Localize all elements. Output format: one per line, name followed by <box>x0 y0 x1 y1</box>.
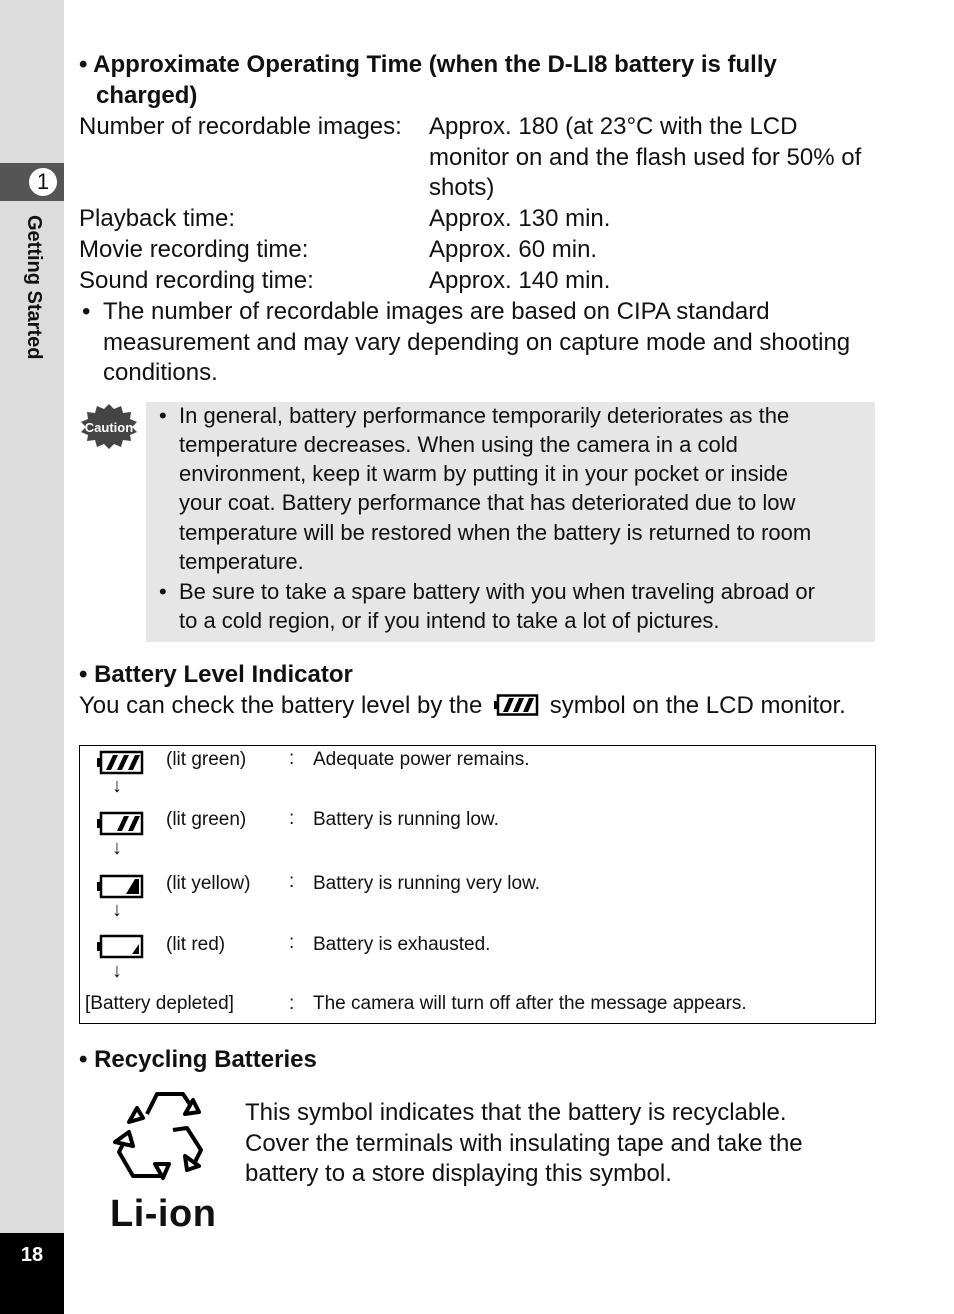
caution-text: Be sure to take a spare battery with you when traveling abroad or <box>179 579 815 604</box>
chapter-number: 1 <box>27 166 59 198</box>
caution-text: In general, battery performance temporarily deteriorates as the <box>179 403 790 428</box>
separator: : <box>289 871 295 892</box>
down-arrow-icon: ↓ <box>112 775 122 797</box>
page-number: 18 <box>20 1244 44 1266</box>
separator: : <box>289 808 295 829</box>
battery-status: (lit green) <box>166 749 247 770</box>
battery-two-thirds-icon <box>96 811 144 837</box>
note-text: conditions. <box>103 359 218 386</box>
note-text: measurement and may vary depending on capture mode and shooting <box>103 329 851 356</box>
recycling-heading: • Recycling Batteries <box>79 1046 317 1073</box>
spec-value: Approx. 140 min. <box>429 267 611 294</box>
battery-status: (lit yellow) <box>166 873 251 894</box>
spec-label: Playback time: <box>79 205 236 232</box>
battery-one-third-icon <box>96 874 144 900</box>
spec-label: Movie recording time: <box>79 236 309 263</box>
caution-text: your coat. Battery performance that has deteriorated due to low <box>179 490 796 515</box>
battery-status: (lit green) <box>166 809 247 830</box>
operating-time-heading-cont: charged) <box>96 82 198 109</box>
separator: : <box>289 993 295 1014</box>
battery-description: Battery is running low. <box>313 809 499 830</box>
bullet: • <box>159 403 167 428</box>
spec-value: Approx. 130 min. <box>429 205 611 232</box>
separator: : <box>289 748 295 769</box>
spec-label: Number of recordable images: <box>79 113 402 140</box>
down-arrow-icon: ↓ <box>112 837 122 859</box>
caution-text: temperature will be restored when the battery is returned to room <box>179 520 812 545</box>
recycling-text: battery to a store displaying this symbol. <box>245 1160 672 1187</box>
battery-description: Battery is exhausted. <box>313 934 491 955</box>
separator: : <box>289 932 295 953</box>
battery-description: Battery is running very low. <box>313 873 541 894</box>
recycling-text: This symbol indicates that the battery is recyclable. <box>245 1099 787 1126</box>
battery-status: (lit red) <box>166 934 226 955</box>
caution-icon <box>80 403 138 449</box>
recycle-icon <box>103 1088 213 1186</box>
intro-text: symbol on the LCD monitor. <box>549 692 846 719</box>
spec-value: shots) <box>429 174 495 201</box>
spec-label: Sound recording time: <box>79 267 314 294</box>
battery-full-icon <box>96 750 144 776</box>
bullet: • <box>82 298 91 325</box>
recycling-text: Cover the terminals with insulating tape and take the <box>245 1130 803 1157</box>
intro-text: You can check the battery level by the <box>79 692 483 719</box>
spec-value: Approx. 60 min. <box>429 236 598 263</box>
note-text: The number of recordable images are based on CIPA standard <box>103 298 770 325</box>
chapter-title: Getting Started <box>23 215 45 360</box>
battery-level-heading: • Battery Level Indicator <box>79 661 353 688</box>
bullet: • <box>159 579 167 604</box>
spec-value: monitor on and the flash used for 50% of <box>429 144 862 171</box>
down-arrow-icon: ↓ <box>112 960 122 982</box>
battery-full-icon <box>493 694 539 716</box>
caution-text: temperature. <box>179 549 304 574</box>
operating-time-heading: • Approximate Operating Time (when the D-LI8 battery is fully <box>79 51 777 78</box>
caution-icon-label: Caution <box>84 420 134 435</box>
li-ion-logo: Li-ion <box>110 1193 217 1235</box>
battery-description: The camera will turn off after the message appears. <box>313 993 747 1014</box>
battery-empty-icon <box>96 934 144 960</box>
spec-value: Approx. 180 (at 23°C with the LCD <box>429 113 798 140</box>
down-arrow-icon: ↓ <box>112 899 122 921</box>
caution-text: environment, keep it warm by putting it in your pocket or inside <box>179 461 788 486</box>
battery-level-intro <box>79 690 846 721</box>
caution-text: temperature decreases. When using the camera in a cold <box>179 432 738 457</box>
battery-status: [Battery depleted] <box>85 993 234 1014</box>
battery-description: Adequate power remains. <box>313 749 530 770</box>
caution-text: to a cold region, or if you intend to take a lot of pictures. <box>179 608 720 633</box>
